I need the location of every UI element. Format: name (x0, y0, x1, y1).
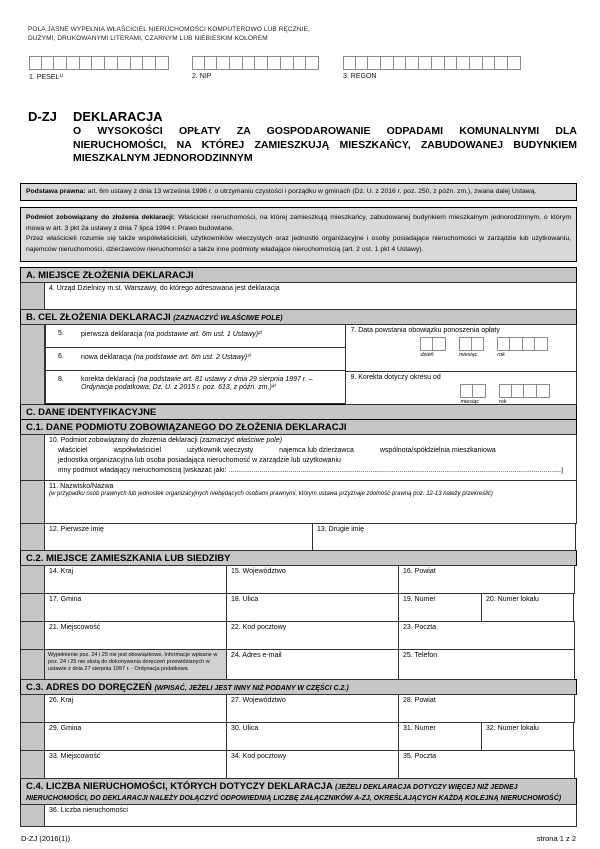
filling-instructions-line1: POLA JASNE WYPEŁNIA WŁAŚCICIEL NIERUCHOMOŚCI KOMPUTEROWO LUB RĘCZNIE, (28, 26, 310, 33)
field-33-cell[interactable] (44, 750, 227, 779)
obligated-party-text2: Przez właścicieli rozumie się także współwłaścicieli, użytkowników wieczystych oraz jednostki organizacyjne i osoby posiadające nieruchomości w zarządzie lub użytkowaniu, najemców nieruchomości, dzierżawców nieruchomości a także inne podmioty władające nieruchomością (art. 2 ust. 1 pkt 4 Ustawy). (26, 235, 571, 253)
gray-stub (20, 750, 45, 779)
field-7-date-boxes (420, 337, 573, 358)
option-5-text: pierwsza deklaracja (81, 331, 145, 338)
field-10-cell[interactable] (44, 434, 577, 481)
digit-box[interactable] (457, 56, 470, 70)
fields-12-13-row (20, 523, 577, 551)
field-34-cell[interactable] (226, 750, 399, 779)
field-24-cell[interactable] (226, 649, 399, 680)
field-9-label: 9. Korekta dotyczy okresu od (350, 374, 441, 381)
field-15-label: 15. Województwo (231, 568, 286, 575)
field-23-cell[interactable] (398, 621, 575, 650)
section-c1-header: C.1. DANE PODMIOTU ZOBOWIĄZANEGO DO ZŁOŻENIA DEKLARACJI (20, 419, 577, 435)
digit-box[interactable] (510, 337, 523, 351)
digit-box[interactable] (217, 56, 230, 70)
digit-box[interactable] (368, 56, 381, 70)
field-16-cell[interactable] (398, 565, 575, 594)
page-footer (20, 834, 577, 843)
field-19-label: 19. Numer (403, 596, 436, 603)
regon-field (343, 56, 521, 80)
field-16-label: 16. Powiat (403, 568, 436, 575)
digit-box[interactable] (432, 56, 445, 70)
form-title-block (28, 109, 577, 166)
gray-stub (20, 324, 45, 405)
section-b-options (45, 324, 346, 405)
digit-box[interactable] (29, 56, 42, 70)
field-35-cell[interactable] (398, 750, 575, 779)
digit-box[interactable] (131, 56, 144, 70)
digit-box[interactable] (343, 56, 356, 70)
field-28-cell[interactable] (398, 694, 575, 723)
field-36-cell[interactable] (44, 804, 577, 827)
section-c4-note: (JEŻELI DEKLARACJA DOTYCZY WIĘCEJ NIŻ JEDNEJ NIERUCHOMOŚCI, DO DEKLARACJI NALEŻY DOŁĄCZYĆ ODPOWIEDNIĄ LICZBĘ ZAŁĄCZNIKÓW A-ZJ, OKREŚLAJĄCYCH KAŻDĄ KOLEJNĄ NIERUCHOMOŚĆ) (26, 784, 562, 802)
pesel-digit-boxes[interactable] (29, 56, 169, 70)
field-10-options-line (58, 447, 573, 454)
field-32-cell[interactable] (481, 722, 574, 751)
field-17-label: 17. Gmina (49, 596, 82, 603)
field-9-year-group (499, 384, 550, 405)
field-9-month-unit: miesiąc (460, 399, 480, 405)
field-28-label: 28. Powiat (403, 697, 436, 704)
digit-box[interactable] (67, 56, 80, 70)
field-19-cell[interactable] (398, 593, 482, 622)
field-11-row (20, 480, 577, 524)
field-4-label: 4. Urząd Dzielnicy m.st. Warszawy, do którego adresowana jest deklaracja (49, 285, 280, 292)
section-c3-header (20, 679, 577, 695)
field-29-cell[interactable] (44, 722, 227, 751)
field-7-month-group (459, 337, 484, 358)
gray-stub (20, 804, 45, 827)
digit-box[interactable] (419, 56, 432, 70)
field-21-label: 21. Miejscowość (49, 624, 101, 631)
field-25-cell[interactable] (398, 649, 575, 680)
c3-row-3 (20, 750, 577, 779)
digit-box[interactable] (255, 56, 268, 70)
digit-box[interactable] (281, 56, 294, 70)
section-c2-header: C.2. MIEJSCE ZAMIESZKANIA LUB SIEDZIBY (20, 550, 577, 566)
field-20-cell[interactable] (481, 593, 574, 622)
digit-box[interactable] (470, 56, 483, 70)
field-9-month-group (460, 384, 485, 405)
field-13-cell[interactable] (312, 523, 576, 551)
digit-box[interactable] (306, 56, 319, 70)
field-7-day-group (420, 337, 445, 358)
section-b-note: (ZAZNACZYĆ WŁAŚCIWE POLE) (173, 315, 283, 322)
c2-row-4 (20, 649, 577, 680)
digit-box[interactable] (472, 337, 485, 351)
section-c3-title: C.3. ADRES DO DORĘCZEŃ (26, 682, 155, 693)
option-first-declaration[interactable] (45, 324, 346, 348)
field-9-year-boxes[interactable] (499, 384, 550, 398)
digit-box[interactable] (156, 56, 169, 70)
form-name: DEKLARACJA (73, 109, 163, 124)
field-7-year-boxes[interactable] (497, 337, 548, 351)
digit-box[interactable] (42, 56, 55, 70)
digit-box[interactable] (406, 56, 419, 70)
field-32-label: 32. Numer lokalu (486, 725, 539, 732)
field-25-label: 25. Telefon (403, 652, 438, 659)
field-36-label: 36. Liczba nieruchomości (49, 807, 128, 814)
field-10-label-note: (zaznaczyć właściwe pole) (199, 437, 283, 444)
option-8-legal-ref: (na podstawie art. 81 ustawy z dnia 29 sierpnia 1997 r. – Ordynacja podatkowa; Dz. U. z 2015 r. poz. 613, z późn. zm.)⁴⁾ (81, 376, 313, 391)
field-22-cell[interactable] (226, 621, 399, 650)
section-c3-note: (WPISAĆ, JEŻELI JEST INNY NIŻ PODANY W CZĘŚCI C.2.) (154, 685, 349, 692)
legal-basis-box (20, 183, 577, 202)
digit-box[interactable] (512, 384, 525, 398)
digit-box[interactable] (524, 384, 537, 398)
digit-box[interactable] (495, 56, 508, 70)
declaration-form-page (20, 0, 577, 843)
c3-row-2 (20, 722, 577, 751)
field-7-year-unit: rok (497, 352, 505, 358)
field-33-label: 33. Miejscowość (49, 753, 101, 760)
digit-box[interactable] (143, 56, 156, 70)
digit-box[interactable] (459, 337, 472, 351)
field-26-cell[interactable] (44, 694, 227, 723)
field-14-cell[interactable] (44, 565, 227, 594)
digit-box[interactable] (105, 56, 118, 70)
footer-page-number: strona 1 z 2 (536, 834, 576, 843)
digit-box[interactable] (205, 56, 218, 70)
field-18-cell[interactable] (226, 593, 399, 622)
nip-field (192, 56, 319, 80)
section-a-row (20, 282, 577, 310)
c2-row-2 (20, 593, 577, 622)
option-other-entity[interactable]: inny podmiot władający nieruchomością [wskazać jaki: ...........................................................................................................................................................................] (58, 467, 563, 474)
field-7-year-group (497, 337, 548, 358)
option-6-text: nowa deklaracja (81, 354, 134, 361)
regon-digit-boxes[interactable] (343, 56, 521, 70)
fields-24-25-note: Wypełnienie poz. 24 i 25 nie jest obowiązkowe. Informacje wpisane w poz. 24 i 25 nie służą do dokonywania doręczeń przewidzianych w ustawie z dnia 27 sierpnia 1997 r. - Ordynacja podatkowa (44, 649, 227, 680)
nip-digit-boxes[interactable] (192, 56, 319, 70)
digit-box[interactable] (508, 56, 521, 70)
option-new-declaration[interactable] (45, 347, 346, 371)
form-title-text (73, 109, 577, 166)
digit-box[interactable] (497, 337, 510, 351)
digit-box[interactable] (54, 56, 67, 70)
section-c-header: C. DANE IDENTYFIKACYJNE (20, 404, 577, 420)
option-owner[interactable]: właściciel (58, 447, 88, 454)
field-7-month-unit: miesiąc (458, 352, 478, 358)
field-31-cell[interactable] (398, 722, 482, 751)
digit-box[interactable] (483, 56, 496, 70)
regon-label: 3. REGON (343, 73, 377, 80)
section-b-title: B. CEL ZŁOŻENIA DEKLARACJI (26, 312, 174, 323)
gray-stub (20, 434, 45, 481)
field-35-label: 35. Poczta (403, 753, 437, 760)
digit-box[interactable] (268, 56, 281, 70)
option-6-number: 6. (58, 353, 64, 360)
field-12-cell[interactable] (44, 523, 313, 551)
field-30-cell[interactable] (226, 722, 399, 751)
legal-basis-lead: Podstawa prawna: (26, 187, 86, 195)
field-4-cell[interactable] (44, 282, 577, 310)
section-b-header (20, 309, 577, 325)
field-31-label: 31. Numer (403, 725, 436, 732)
field-20-label: 20. Numer lokalu (486, 596, 539, 603)
option-co-owner[interactable]: współwłaściciel (113, 447, 162, 454)
field-17-cell[interactable] (44, 593, 227, 622)
footer-form-version: D-ZJ (2016(1)) (21, 834, 71, 843)
digit-box[interactable] (230, 56, 243, 70)
field-15-cell[interactable] (226, 565, 399, 594)
field-7-day-unit: dzień (420, 352, 434, 358)
field-34-label: 34. Kod pocztowy (231, 753, 287, 760)
field-26-label: 26. Kraj (49, 697, 74, 704)
identifier-boxes-row (20, 56, 577, 92)
field-18-label: 18. Ulica (231, 596, 259, 603)
field-10-label: 10. Podmiot zobowiązany do złożenia deklaracji (49, 437, 200, 444)
gray-stub (20, 649, 45, 680)
digit-box[interactable] (394, 56, 407, 70)
field-10-row (20, 434, 577, 481)
gray-stub (20, 480, 45, 524)
field-36-row (20, 804, 577, 827)
field-9-date-boxes (460, 384, 573, 405)
field-22-label: 22. Kod pocztowy (231, 624, 287, 631)
field-11-cell[interactable] (44, 480, 577, 524)
gray-stub (20, 523, 45, 551)
digit-box[interactable] (381, 56, 394, 70)
digit-box[interactable] (499, 384, 512, 398)
digit-box[interactable] (473, 384, 486, 398)
c3-row-1 (20, 694, 577, 723)
field-12-label: 12. Pierwsze imię (49, 526, 104, 533)
digit-box[interactable] (243, 56, 256, 70)
field-23-label: 23. Poczta (403, 624, 437, 631)
section-c4-title: C.4. LICZBA NIERUCHOMOŚCI, KTÓRYCH DOTYCZY DEKLARACJA (26, 781, 336, 792)
field-9-year-unit: rok (498, 399, 507, 405)
gray-stub (20, 282, 45, 310)
c2-row-3 (20, 621, 577, 650)
digit-box[interactable] (537, 384, 550, 398)
field-27-cell[interactable] (226, 694, 399, 723)
option-perpetual-usufructuary[interactable]: użytkownik wieczysty (187, 447, 254, 454)
digit-box[interactable] (92, 56, 105, 70)
section-b-dates (345, 324, 577, 405)
digit-box[interactable] (80, 56, 93, 70)
field-7-month-boxes[interactable] (459, 337, 484, 351)
digit-box[interactable] (433, 337, 446, 351)
filling-instructions (28, 26, 577, 43)
field-30-label: 30. Ulica (231, 725, 259, 732)
field-29-label: 29. Gmina (49, 725, 82, 732)
field-21-cell[interactable] (44, 621, 227, 650)
section-c4-header (20, 778, 577, 805)
digit-box[interactable] (118, 56, 131, 70)
section-b-body (20, 324, 577, 405)
field-13-label: 13. Drugie imię (317, 526, 365, 533)
field-9-cell[interactable] (345, 371, 577, 405)
option-8-number: 8. (58, 376, 64, 383)
field-9-month-boxes[interactable] (460, 384, 485, 398)
field-24-label: 24. Adres e-mail (231, 652, 282, 659)
digit-box[interactable] (445, 56, 458, 70)
option-organizational-unit[interactable]: jednostka organizacyjna lub osoba posiadająca nieruchomość w zarządzie lub użytkowaniu (58, 457, 341, 464)
field-14-label: 14. Kraj (49, 568, 74, 575)
option-tenant[interactable]: najemca lub dzierżawca (279, 447, 354, 454)
gray-stub (20, 722, 45, 751)
gray-stub (20, 565, 45, 594)
gray-stub (20, 694, 45, 723)
digit-box[interactable] (294, 56, 307, 70)
gray-stub (20, 593, 45, 622)
digit-box[interactable] (523, 337, 536, 351)
section-a-header: A. MIEJSCE ZŁOŻENIA DEKLARACJI (20, 267, 577, 283)
field-11-note: (w przypadku osób prawnych lub jednostek organizacyjnych niebędących osobami prawnymi, którym ustawa przyznaje zdolność prawną poz. 12-13 należy przekreślić) (49, 491, 493, 497)
nip-label: 2. NIP (192, 73, 212, 80)
field-7-day-boxes[interactable] (420, 337, 445, 351)
option-housing-community[interactable]: wspólnota/spółdzielnia mieszkaniowa (379, 447, 496, 454)
option-8-text: korekta deklaracji (81, 376, 138, 383)
option-correction-declaration[interactable] (45, 370, 346, 404)
gray-stub (20, 621, 45, 650)
digit-box[interactable] (420, 337, 433, 351)
field-7-cell[interactable] (345, 324, 577, 372)
option-6-legal-ref: (na podstawie art. 6m ust. 2 Ustawy)³⁾ (133, 354, 252, 361)
field-7-label: 7. Data powstania obowiązku ponoszenia opłaty (350, 327, 500, 334)
option-5-number: 5. (58, 330, 64, 337)
c2-row-1 (20, 565, 577, 594)
digit-box[interactable] (535, 337, 548, 351)
pesel-label: 1. PESEL¹⁾ (29, 74, 64, 81)
digit-box[interactable] (356, 56, 369, 70)
obligated-party-text1: Właściciel nieruchomości, na której zamieszkują mieszkańcy, zabudowanej budynkiem mieszkalnym jednorodzinnym, o którym mowa w art. 3 pkt 2a ustawy z dnia 7 lipca 1994 r. Prawo budowlane. (26, 214, 572, 232)
field-11-label: 11. Nazwisko/Nazwa (49, 483, 114, 490)
digit-box[interactable] (460, 384, 473, 398)
form-code: D-ZJ (28, 109, 57, 124)
obligated-party-box (20, 207, 577, 262)
field-27-label: 27. Województwo (231, 697, 286, 704)
legal-basis-text: art. 6m ustawy z dnia 13 września 1996 r. o utrzymaniu czystości i porządku w gminach (Dz. U. z 2016 r. poz. 250, z późn. zm.), zwana dalej Ustawą. (85, 187, 537, 195)
pesel-field (29, 56, 169, 81)
option-5-legal-ref: (na podstawie art. 6m ust. 1 Ustawy)²⁾ (144, 331, 263, 338)
filling-instructions-line2: DUŻYMI, DRUKOWANYMI LITERAMI, CZARNYM LUB NIEBIESKIM KOLOREM (28, 34, 268, 42)
form-subtitle: O WYSOKOŚCI OPŁATY ZA GOSPODAROWANIE ODPADAMI KOMUNALNYMI DLA NIERUCHOMOŚCI, NA KTÓREJ ZAMIESZKUJĄ MIESZKAŃCY, ZABUDOWANEJ BUDYNKIEM MIESZKALNYM JEDNORODZINNYM (73, 125, 577, 164)
digit-box[interactable] (192, 56, 205, 70)
obligated-party-lead: Podmiot zobowiązany do złożenia deklaracji: (26, 214, 176, 221)
